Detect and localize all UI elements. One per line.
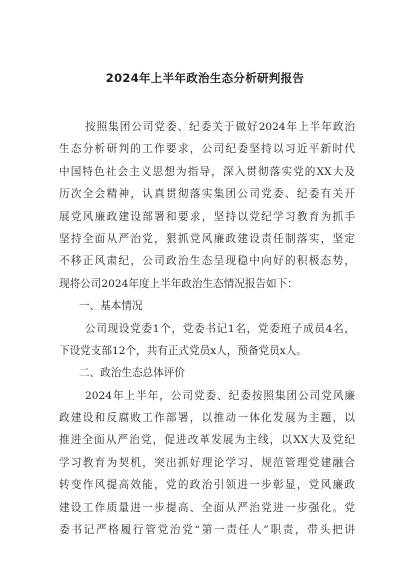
paragraph-line: 展党风廉政建设部署和要求，坚持以党纪学习教育为抓手 <box>59 210 355 223</box>
paragraph-line: 公司现设党委1个，党委书记1名，党委班子成员4名， <box>85 322 355 335</box>
paragraph-line: 历次全会精神，认真贯彻落实集团公司党委、纪委有关开 <box>59 188 355 201</box>
paragraph-line: 学习教育为契机，突出抓好理论学习、规范管理党建融合 <box>59 456 355 469</box>
paragraph-line: 中国特色社会主义思想为指导，深入贯彻落实党的XX大及 <box>59 165 355 178</box>
paragraph-line: 2024年上半年，公司党委、纪委按照集团公司党风廉 <box>85 389 355 402</box>
paragraph-line: 生态分析研判的工作要求，公司纪委坚持以习近平新时代 <box>59 143 355 156</box>
paragraph-line: 建设工作质量进一步提高、全面从严治党进一步强化。党 <box>59 501 355 514</box>
paragraph-line: 下设党支部12个，共有正式党员x人，预备党员x人。 <box>59 344 307 357</box>
section-heading: 一、基本情况 <box>79 300 143 313</box>
document-title: 2024年上半年政治生态分析研判报告 <box>105 71 305 85</box>
paragraph-line: 按照集团公司党委、纪委关于做好2024年上半年政治 <box>85 121 355 133</box>
paragraph-line: 政建设和反腐败工作部署，以推动一体化发展为主题，以 <box>59 412 355 425</box>
paragraph-line: 坚持全面从严治党，狠抓党风廉政建设责任制落实，坚定 <box>59 232 355 245</box>
section-heading: 二、政治生态总体评价 <box>79 367 185 380</box>
paragraph-line: 转变作风提高效能，党的政治引领进一步彰显，党风廉政 <box>59 479 355 492</box>
paragraph-line: 现将公司2024年度上半年政治生态情况报告如下： <box>59 277 298 290</box>
document-body <box>59 116 355 541</box>
paragraph-line: 委书记严格履行管党治党“第一责任人”职责，带头把讲 <box>59 524 355 537</box>
paragraph-line: 推进全面从严治党，促进改革发展为主线，以XX大及党纪 <box>59 434 355 447</box>
paragraph-line: 不移正风肃纪，公司政治生态呈现稳中向好的积极态势， <box>59 255 355 268</box>
